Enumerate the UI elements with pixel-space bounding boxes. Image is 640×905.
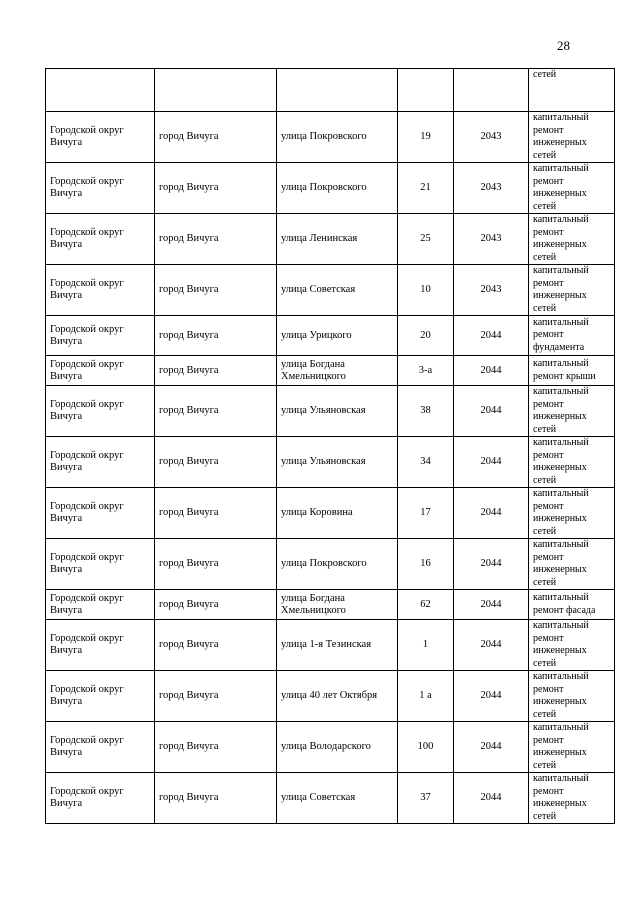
cell-district: Городской округ Вичуга	[46, 265, 155, 316]
cell-work: капитальный ремонт инженерных сетей	[529, 722, 615, 773]
table-body	[46, 69, 615, 824]
table-row	[46, 722, 615, 773]
cell-work: капитальный ремонт инженерных сетей	[529, 488, 615, 539]
cell-work: капитальный ремонт инженерных сетей	[529, 386, 615, 437]
cell-house: 100	[398, 722, 454, 773]
cell-work: сетей	[529, 69, 615, 112]
cell-year: 2043	[454, 265, 529, 316]
cell-house: 21	[398, 163, 454, 214]
cell-work: капитальный ремонт инженерных сетей	[529, 671, 615, 722]
cell-city: город Вичуга	[155, 386, 277, 437]
cell-street: улица Богдана Хмельницкого	[277, 590, 398, 620]
cell-city: город Вичуга	[155, 437, 277, 488]
cell-house: 25	[398, 214, 454, 265]
cell-work: капитальный ремонт фасада	[529, 590, 615, 620]
cell-district	[46, 69, 155, 112]
cell-district: Городской округ Вичуга	[46, 437, 155, 488]
cell-house: 1	[398, 620, 454, 671]
cell-year: 2044	[454, 356, 529, 386]
cell-work: капитальный ремонт инженерных сетей	[529, 214, 615, 265]
cell-work: капитальный ремонт инженерных сетей	[529, 539, 615, 590]
cell-street: улица Ленинская	[277, 214, 398, 265]
cell-district: Городской округ Вичуга	[46, 773, 155, 824]
cell-street	[277, 69, 398, 112]
cell-house: 37	[398, 773, 454, 824]
cell-house: 1 а	[398, 671, 454, 722]
cell-year: 2044	[454, 620, 529, 671]
cell-street: улица Покровского	[277, 112, 398, 163]
cell-house: 19	[398, 112, 454, 163]
cell-city: город Вичуга	[155, 163, 277, 214]
table-row	[46, 265, 615, 316]
cell-year: 2044	[454, 488, 529, 539]
cell-city: город Вичуга	[155, 488, 277, 539]
cell-work: капитальный ремонт инженерных сетей	[529, 437, 615, 488]
cell-district: Городской округ Вичуга	[46, 356, 155, 386]
cell-house: 16	[398, 539, 454, 590]
cell-city: город Вичуга	[155, 590, 277, 620]
cell-house: 17	[398, 488, 454, 539]
cell-city	[155, 69, 277, 112]
table-row	[46, 773, 615, 824]
cell-district: Городской округ Вичуга	[46, 539, 155, 590]
table-row	[46, 671, 615, 722]
cell-district: Городской округ Вичуга	[46, 386, 155, 437]
continued-row	[46, 69, 615, 112]
cell-district: Городской округ Вичуга	[46, 590, 155, 620]
cell-year: 2044	[454, 773, 529, 824]
table-row	[46, 590, 615, 620]
table-row	[46, 539, 615, 590]
cell-street: улица Покровского	[277, 163, 398, 214]
cell-year: 2043	[454, 163, 529, 214]
cell-year: 2044	[454, 437, 529, 488]
cell-street: улица Ульяновская	[277, 437, 398, 488]
cell-street: улица 40 лет Октября	[277, 671, 398, 722]
table-row	[46, 112, 615, 163]
table-row	[46, 488, 615, 539]
cell-district: Городской округ Вичуга	[46, 316, 155, 356]
cell-street: улица Володарского	[277, 722, 398, 773]
cell-year: 2044	[454, 590, 529, 620]
cell-city: город Вичуга	[155, 356, 277, 386]
cell-city: город Вичуга	[155, 722, 277, 773]
table-row	[46, 386, 615, 437]
cell-city: город Вичуга	[155, 265, 277, 316]
table-row	[46, 214, 615, 265]
cell-work: капитальный ремонт инженерных сетей	[529, 620, 615, 671]
cell-district: Городской округ Вичуга	[46, 488, 155, 539]
cell-city: город Вичуга	[155, 112, 277, 163]
cell-city: город Вичуга	[155, 773, 277, 824]
cell-street: улица Советская	[277, 773, 398, 824]
cell-district: Городской округ Вичуга	[46, 620, 155, 671]
cell-year: 2044	[454, 386, 529, 437]
cell-city: город Вичуга	[155, 316, 277, 356]
cell-work: капитальный ремонт фундамента	[529, 316, 615, 356]
cell-house	[398, 69, 454, 112]
cell-street: улица Богдана Хмельницкого	[277, 356, 398, 386]
repair-schedule-table	[45, 68, 615, 824]
cell-street: улица Советская	[277, 265, 398, 316]
cell-street: улица Урицкого	[277, 316, 398, 356]
table-row	[46, 356, 615, 386]
cell-street: улица 1-я Тезинская	[277, 620, 398, 671]
cell-city: город Вичуга	[155, 620, 277, 671]
cell-year	[454, 69, 529, 112]
cell-district: Городской округ Вичуга	[46, 112, 155, 163]
table-row	[46, 437, 615, 488]
cell-district: Городской округ Вичуга	[46, 163, 155, 214]
cell-district: Городской округ Вичуга	[46, 722, 155, 773]
cell-house: 3-а	[398, 356, 454, 386]
cell-house: 62	[398, 590, 454, 620]
cell-street: улица Покровского	[277, 539, 398, 590]
cell-district: Городской округ Вичуга	[46, 214, 155, 265]
cell-year: 2044	[454, 722, 529, 773]
page-number: 28	[557, 38, 570, 53]
cell-house: 38	[398, 386, 454, 437]
cell-house: 10	[398, 265, 454, 316]
cell-year: 2044	[454, 539, 529, 590]
table-row	[46, 620, 615, 671]
table-row	[46, 163, 615, 214]
cell-city: город Вичуга	[155, 539, 277, 590]
cell-house: 20	[398, 316, 454, 356]
cell-work: капитальный ремонт инженерных сетей	[529, 773, 615, 824]
cell-street: улица Ульяновская	[277, 386, 398, 437]
cell-city: город Вичуга	[155, 671, 277, 722]
cell-year: 2044	[454, 316, 529, 356]
table-row	[46, 316, 615, 356]
cell-work: капитальный ремонт крыши	[529, 356, 615, 386]
cell-work: капитальный ремонт инженерных сетей	[529, 112, 615, 163]
cell-city: город Вичуга	[155, 214, 277, 265]
cell-year: 2044	[454, 671, 529, 722]
cell-year: 2043	[454, 112, 529, 163]
cell-district: Городской округ Вичуга	[46, 671, 155, 722]
cell-work: капитальный ремонт инженерных сетей	[529, 163, 615, 214]
cell-year: 2043	[454, 214, 529, 265]
cell-house: 34	[398, 437, 454, 488]
cell-street: улица Коровина	[277, 488, 398, 539]
cell-work: капитальный ремонт инженерных сетей	[529, 265, 615, 316]
